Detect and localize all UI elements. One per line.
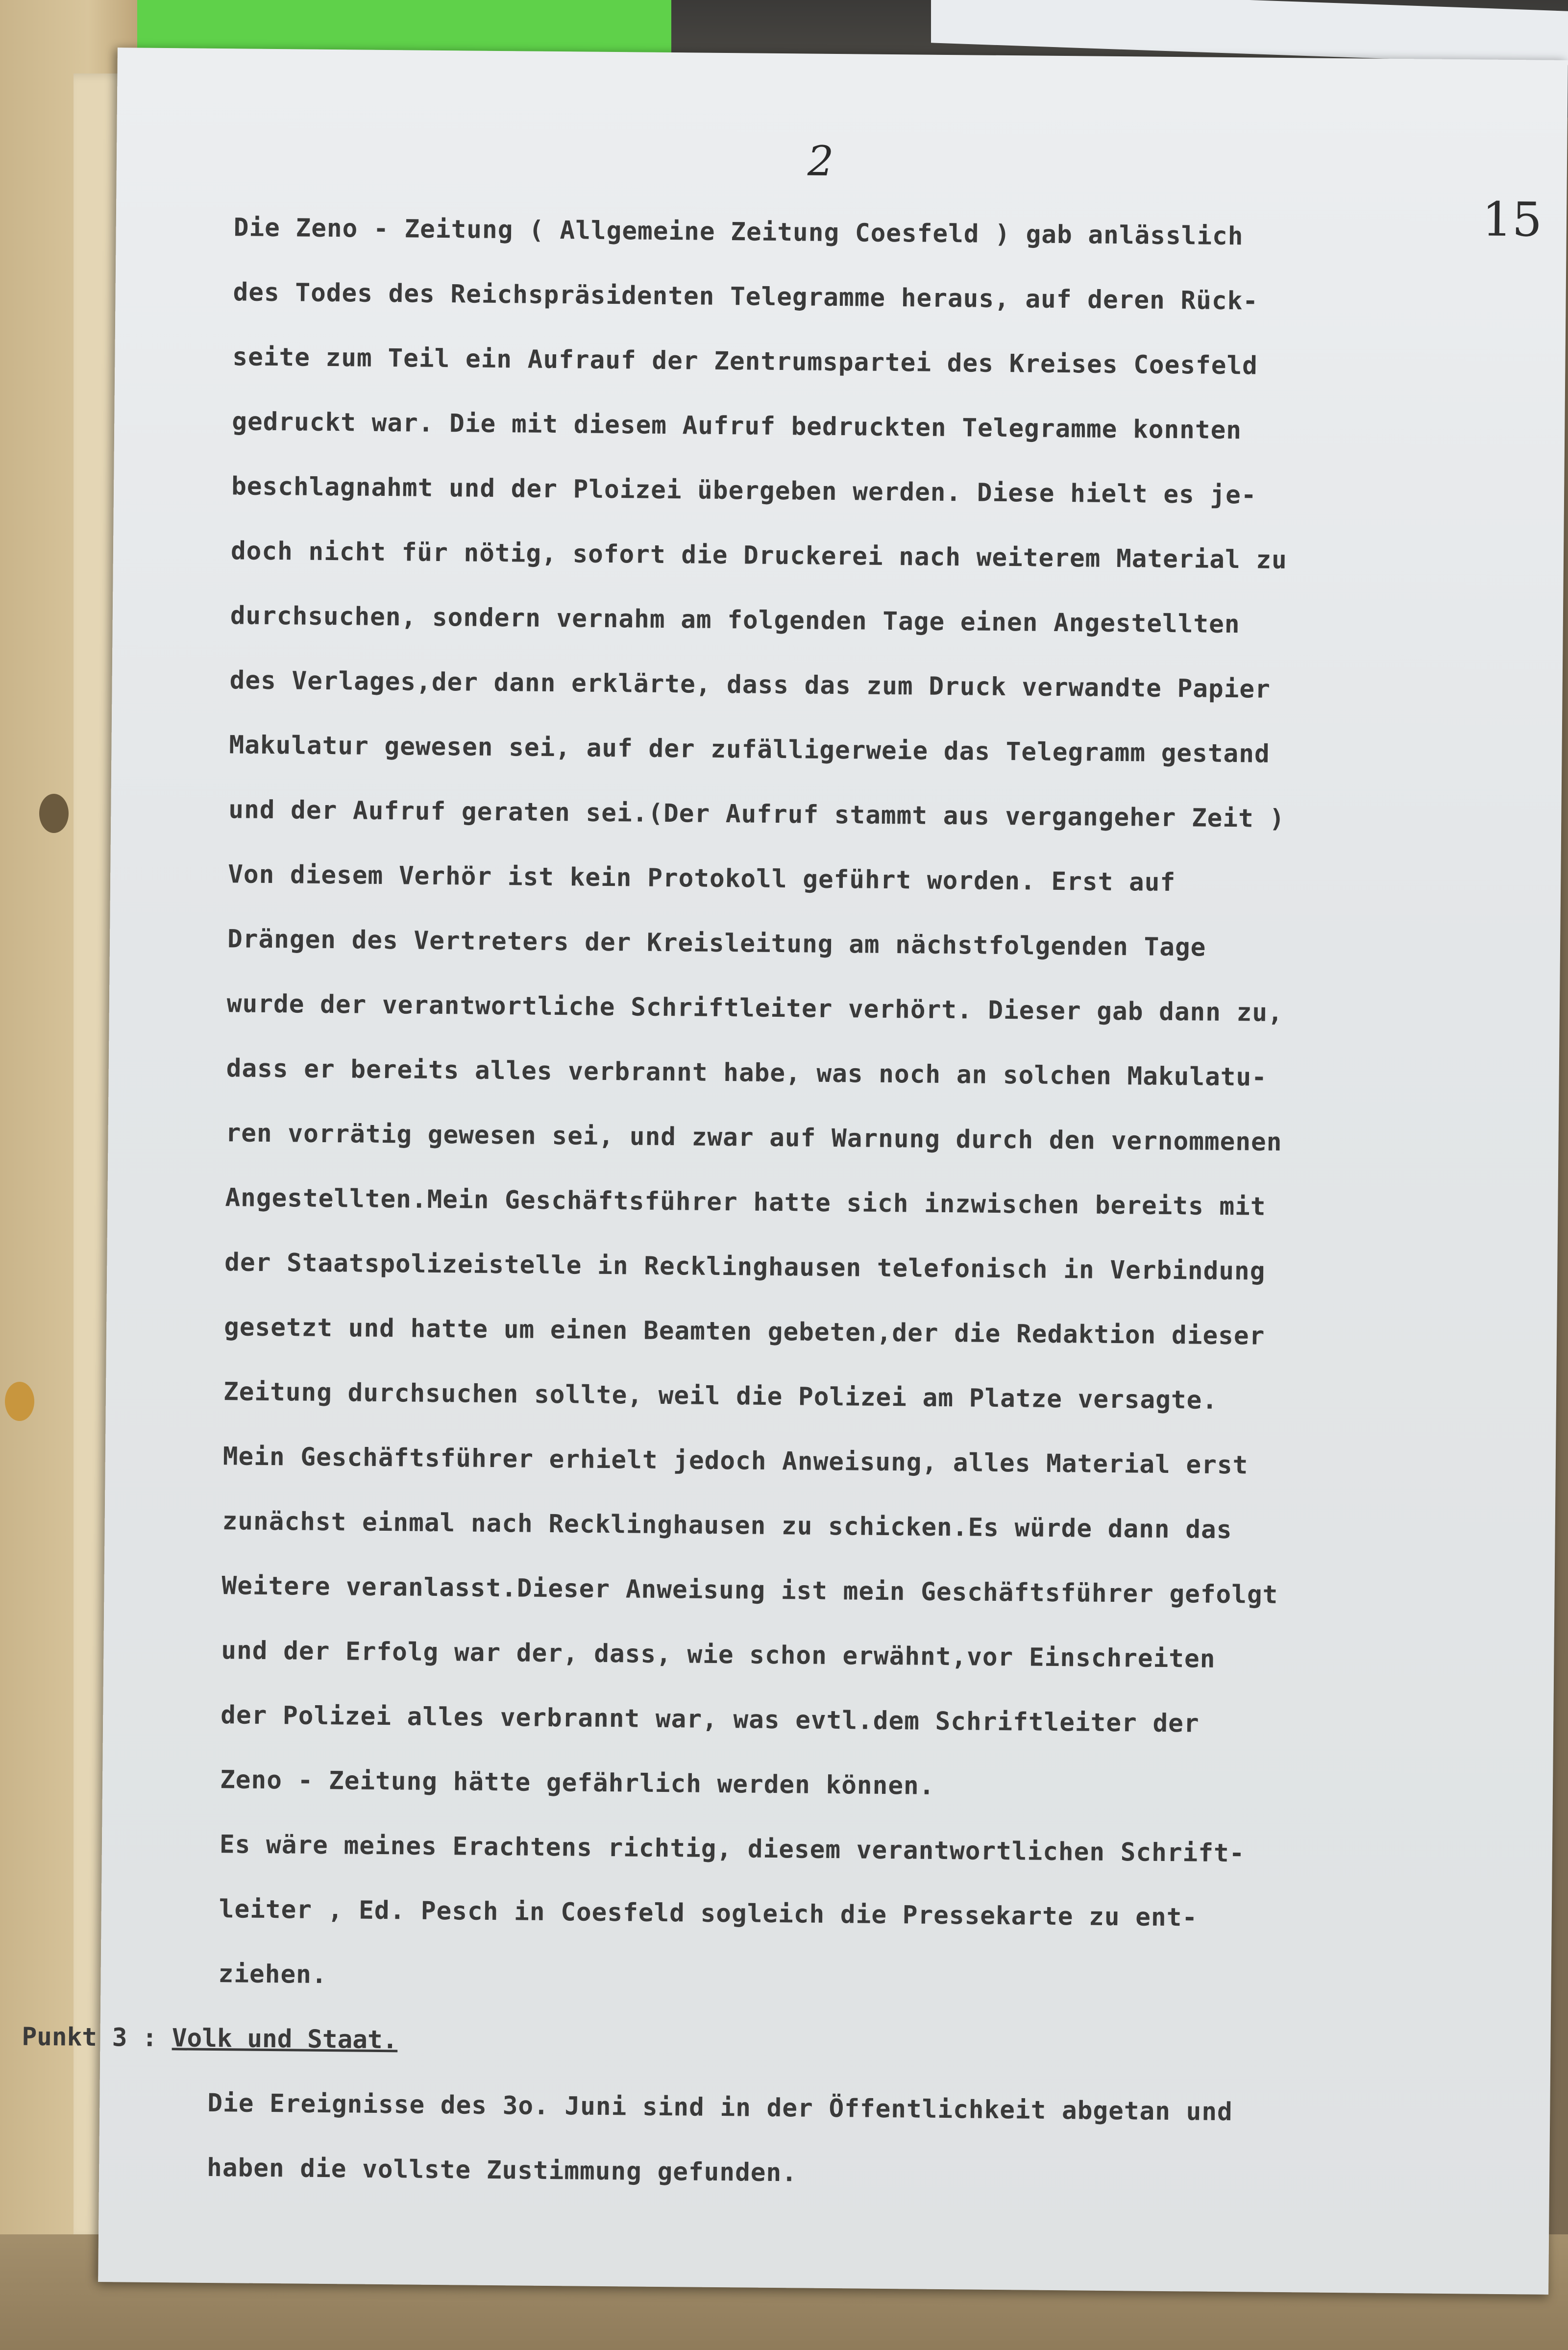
text-line: und der Erfolg war der, dass, wie schon erwähnt,vor Einschreiten xyxy=(221,1636,1216,1674)
folio-number: 15 xyxy=(1482,192,1543,247)
text-line: Zeno - Zeitung hätte gefährlich werden können. xyxy=(220,1765,935,1801)
text-line: Weitere veranlasst.Dieser Anweisung ist mein Geschäftsführer gefolgt xyxy=(221,1571,1278,1610)
page-number: 2 xyxy=(807,137,834,185)
text-line: dass er bereits alles verbrannt habe, was noch an solchen Makulatu- xyxy=(226,1054,1268,1092)
text-line: Die Ereignisse des 3o. Juni sind in der Öffentlichkeit abgetan und xyxy=(207,2088,1233,2127)
text-line: seite zum Teil ein Aufrauf der Zentrumspartei des Kreises Coesfeld xyxy=(232,343,1258,381)
text-line: durchsuchen, sondern vernahm am folgenden Tage einen Angestellten xyxy=(230,601,1240,639)
text-line: der Staatspolizeistelle in Recklinghausen telefonisch in Verbindung xyxy=(224,1248,1266,1286)
text-line: beschlagnahmt und der Ploizei übergeben werden. Diese hielt es je- xyxy=(231,472,1257,510)
section-heading xyxy=(22,2005,1492,2082)
text-line: haben die vollste Zustimmung gefunden. xyxy=(206,2153,798,2188)
text-line: gedruckt war. Die mit diesem Aufruf bedruckten Telegramme konnten xyxy=(232,407,1242,445)
text-line: Makulatur gewesen sei, auf der zufälligerweie das Telegramm gestand xyxy=(229,731,1270,769)
section-label: Punkt 3 : xyxy=(22,2022,158,2053)
text-line: Die Zeno - Zeitung ( Allgemeine Zeitung Coesfeld ) gab anlässlich xyxy=(233,213,1244,251)
text-line: Es wäre meines Erachtens richtig, diesem verantwortlichen Schrift- xyxy=(219,1830,1245,1868)
punch-hole xyxy=(39,794,69,833)
text-line: wurde der verantwortliche Schriftleiter verhört. Dieser gab dann zu, xyxy=(226,989,1284,1028)
text-line: Angestellten.Mein Geschäftsführer hatte sich inzwischen bereits mit xyxy=(225,1183,1266,1222)
section-title: Volk und Staat. xyxy=(172,2024,398,2055)
text-line: Zeitung durchsuchen sollte, weil die Polizei am Platze versagte. xyxy=(223,1377,1218,1415)
text-line: der Polizei alles verbrannt war, was evtl.dem Schriftleiter der xyxy=(220,1701,1200,1738)
text-line: Drängen des Vertreters der Kreisleitung am nächstfolgenden Tage xyxy=(227,925,1206,962)
text-line: gesetzt und hatte um einen Beamten gebeten,der die Redaktion dieser xyxy=(223,1313,1265,1351)
text-line: und der Aufruf geraten sei.(Der Aufruf stammt aus vergangeher Zeit ) xyxy=(228,795,1285,834)
text-line: des Todes des Reichspräsidenten Telegramme heraus, auf deren Rück- xyxy=(233,278,1259,316)
text-line: zunächst einmal nach Recklinghausen zu schicken.Es würde dann das xyxy=(222,1507,1232,1545)
text-line: Mein Geschäftsführer erhielt jedoch Anweisung, alles Material erst xyxy=(222,1442,1249,1480)
text-line: leiter , Ed. Pesch in Coesfeld sogleich die Pressekarte zu ent- xyxy=(219,1895,1198,1933)
text-line: ziehen. xyxy=(218,1959,327,1990)
text-line: doch nicht für nötig, sofort die Druckerei nach weiterem Material zu xyxy=(230,537,1288,575)
text-line: Von diesem Verhör ist kein Protokoll geführt worden. Erst auf xyxy=(227,860,1176,898)
punch-hole xyxy=(5,1382,34,1421)
body-text xyxy=(22,196,1508,2212)
document-page xyxy=(22,48,1568,2295)
text-line: des Verlages,der dann erklärte, dass das zum Druck verwandte Papier xyxy=(229,666,1271,704)
text-line: ren vorrätig gewesen sei, und zwar auf Warnung durch den vernommenen xyxy=(225,1119,1282,1157)
